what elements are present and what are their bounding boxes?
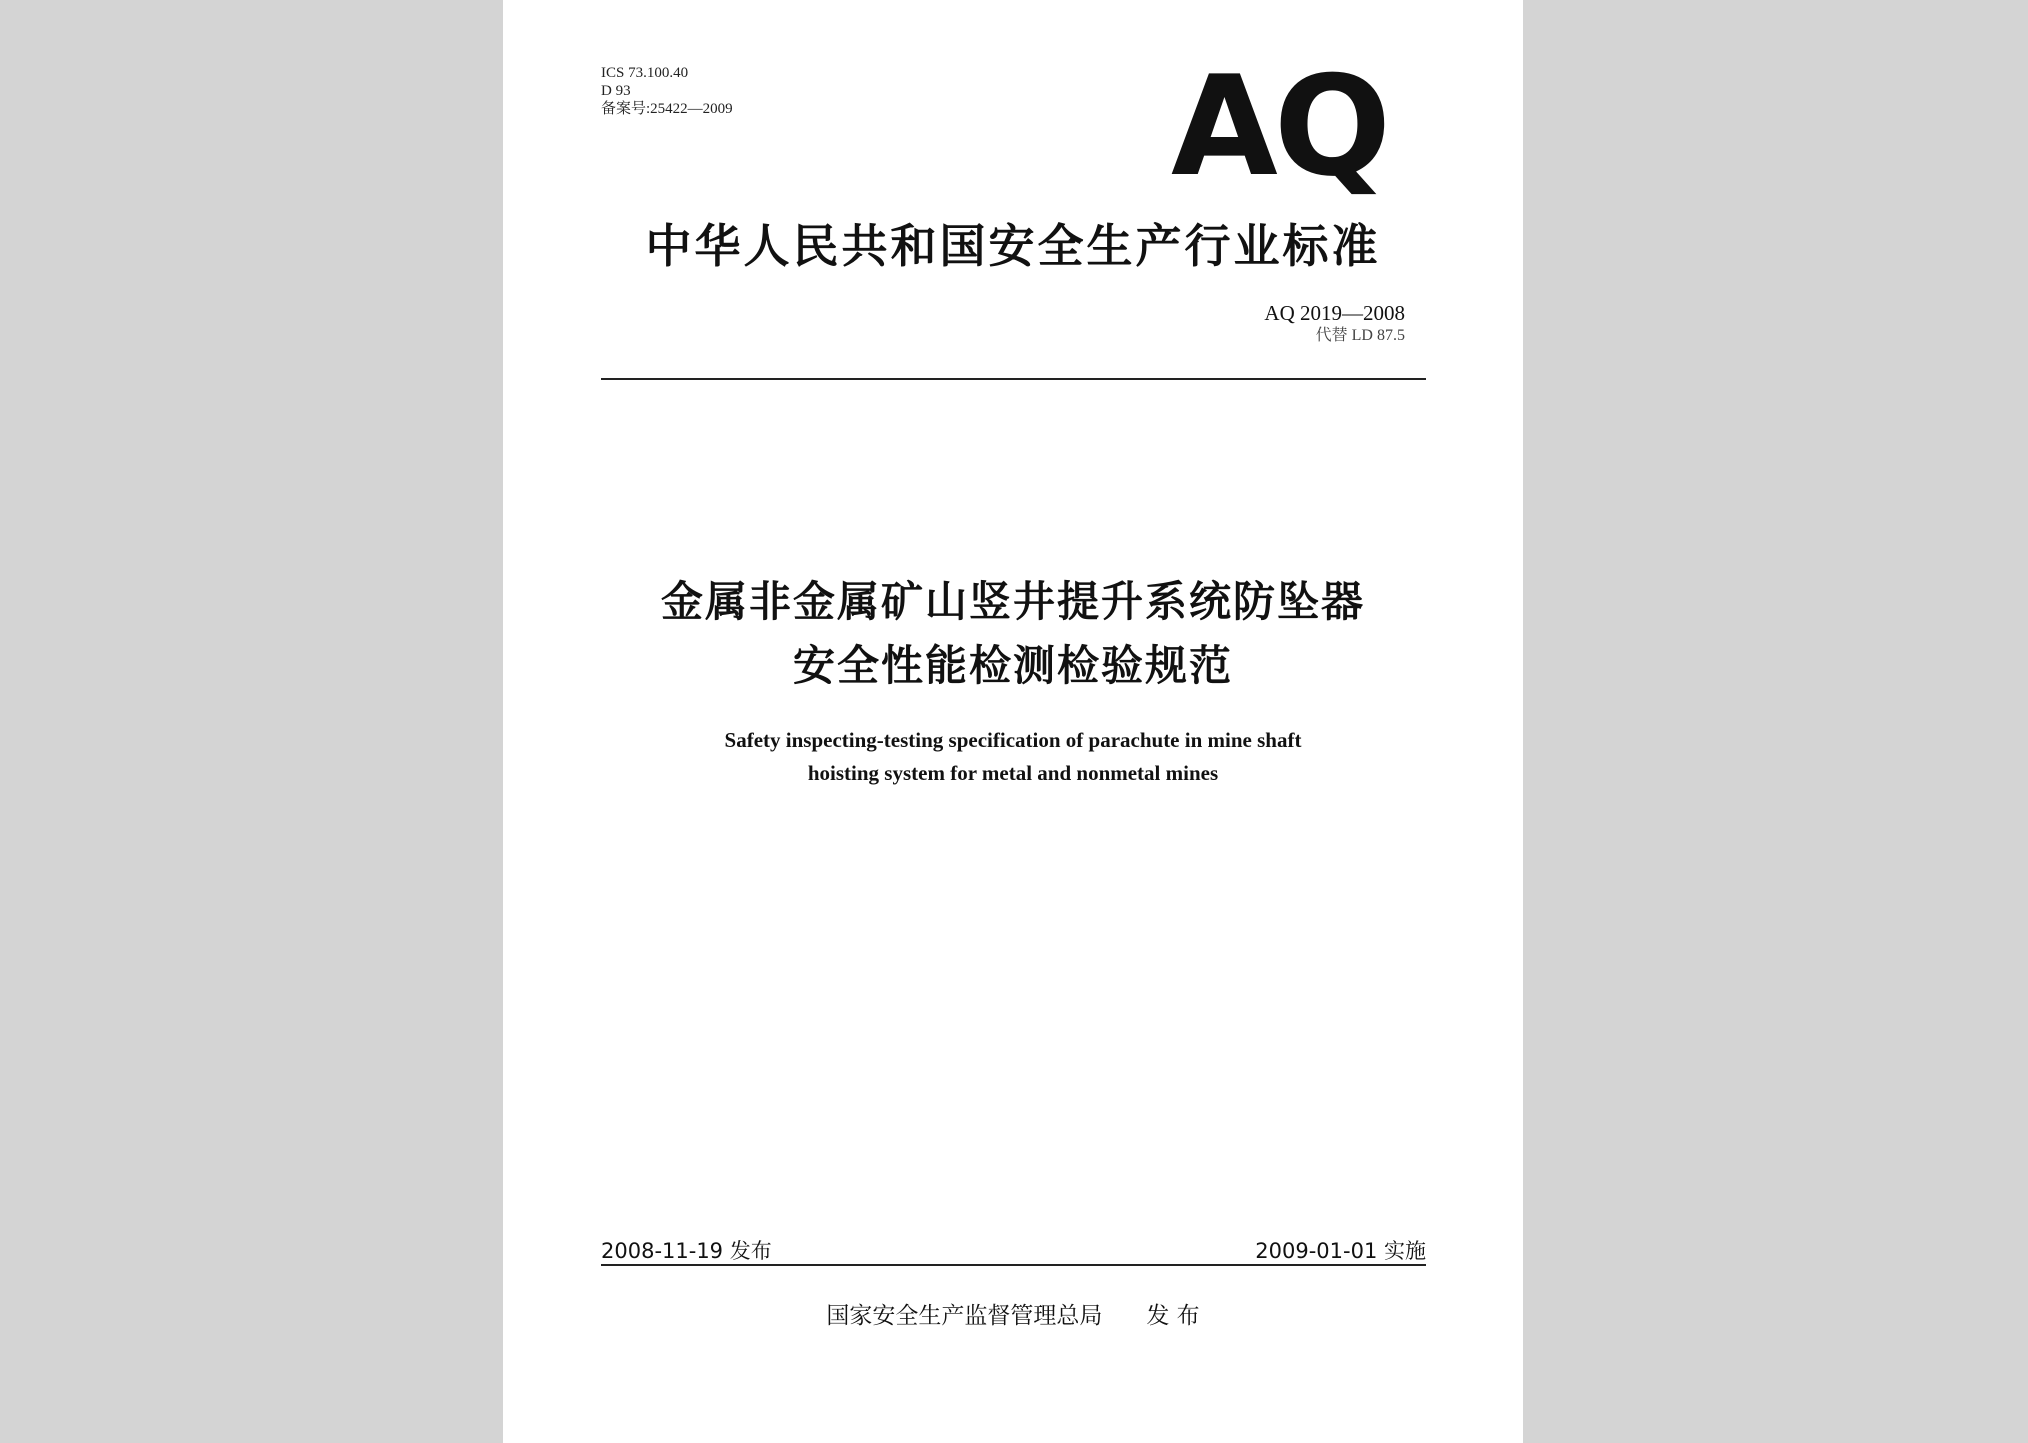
chinese-title bbox=[503, 570, 1523, 698]
effective-date: 2009-01-01 实施 bbox=[1255, 1239, 1426, 1263]
issuing-authority bbox=[503, 1297, 1523, 1330]
classification-block bbox=[601, 64, 733, 118]
ics-code: ICS 73.100.40 bbox=[601, 65, 689, 81]
english-title bbox=[503, 724, 1523, 790]
english-title-line-1: Safety inspecting-testing specification of parachute in mine shaft bbox=[724, 728, 1302, 752]
standard-number: AQ 2019—2008 bbox=[1264, 301, 1405, 325]
standard-category-title: 中华人民共和国安全生产行业标准 bbox=[645, 219, 1381, 273]
chinese-title-line-1: 金属非金属矿山竖井提升系统防坠器 bbox=[660, 577, 1365, 626]
document-page bbox=[503, 0, 1523, 1443]
replaces-standard: 代替 LD 87.5 bbox=[1315, 327, 1405, 344]
ccs-code: D 93 bbox=[601, 83, 631, 99]
issuer-name: 国家安全生产监督管理总局 bbox=[826, 1303, 1103, 1329]
chinese-title-line-2: 安全性能检测检验规范 bbox=[792, 641, 1233, 690]
aq-logo: AQ bbox=[1171, 46, 1388, 207]
english-title-line-2: hoisting system for metal and nonmetal mines bbox=[807, 761, 1219, 785]
issue-date: 2008-11-19 发布 bbox=[601, 1239, 772, 1263]
top-divider bbox=[601, 378, 1426, 380]
bottom-divider bbox=[601, 1264, 1426, 1266]
issuer-action: 发 布 bbox=[1146, 1303, 1200, 1329]
record-number: 备案号:25422—2009 bbox=[601, 101, 733, 117]
standard-code-block bbox=[1264, 300, 1405, 346]
